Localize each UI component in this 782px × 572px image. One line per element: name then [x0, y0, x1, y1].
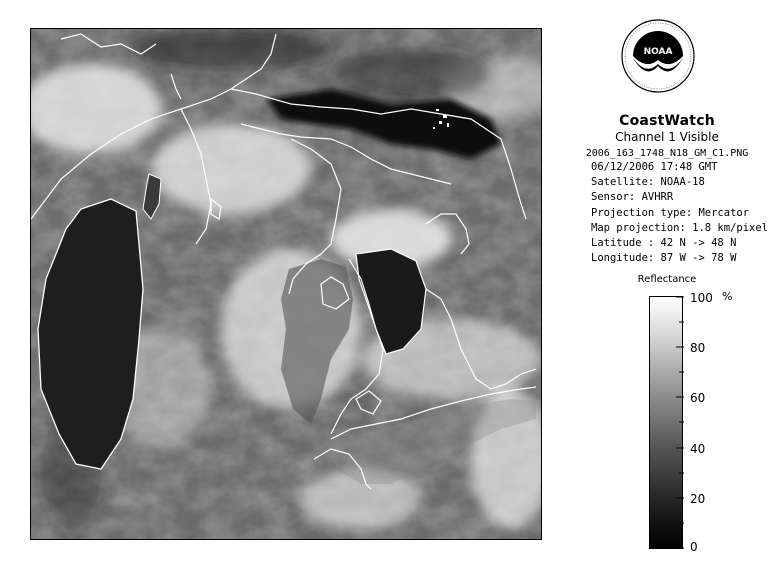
projection-type: Projection type: Mercator — [591, 206, 750, 219]
legend-title: Reflectance — [637, 274, 697, 285]
brand-title: CoastWatch — [619, 113, 715, 129]
filename-label: 2006_163_1748_N18_GM_C1.PNG — [585, 148, 749, 159]
tick-label: 0 — [690, 540, 698, 554]
noaa-logo — [620, 18, 696, 94]
satellite-map — [30, 28, 542, 540]
tick-label: 100 — [690, 291, 713, 305]
sensor-info: Sensor: AVHRR — [591, 191, 674, 204]
satellite-info: Satellite: NOAA-18 — [591, 176, 705, 189]
tick-label: 40 — [690, 442, 706, 456]
tick-label: 80 — [690, 341, 706, 355]
logo-text: NOAA — [643, 47, 673, 57]
channel-label: Channel 1 Visible — [615, 130, 719, 144]
latitude-range: Latitude : 42 N -> 48 N — [591, 236, 737, 249]
image-details — [591, 160, 768, 266]
colorbar-ticks — [676, 296, 684, 550]
legend-unit: % — [722, 290, 733, 303]
date-time: 06/12/2006 17:48 GMT — [591, 161, 718, 173]
tick-label: 20 — [690, 492, 706, 506]
longitude-range: Longitude: 87 W -> 78 W — [591, 252, 737, 265]
map-projection: Map projection: 1.8 km/pixel — [591, 221, 769, 234]
tick-label: 60 — [690, 391, 706, 405]
